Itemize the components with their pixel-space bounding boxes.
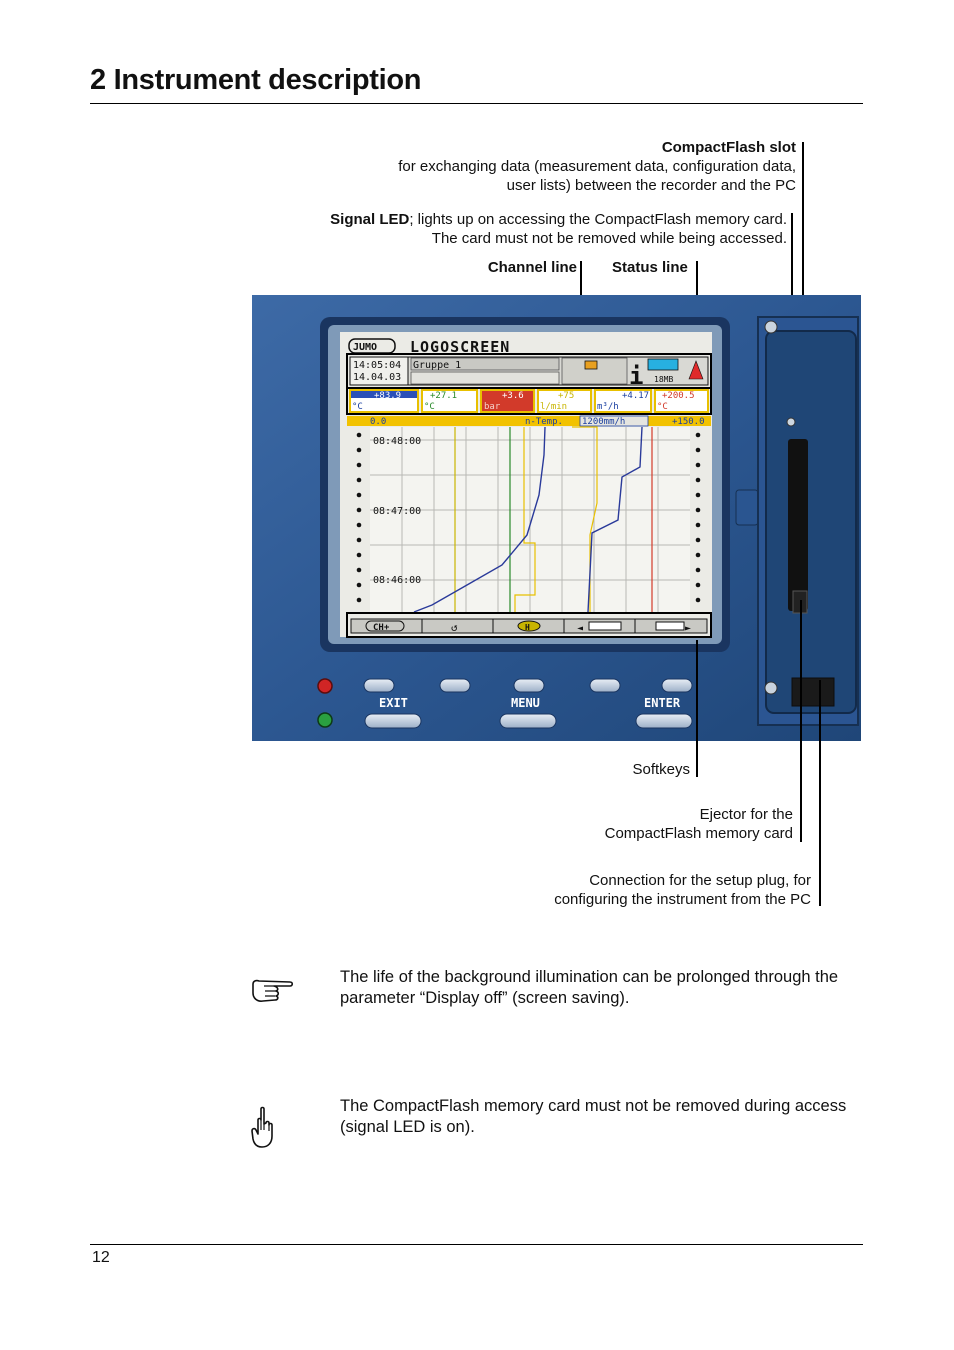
footer-rule: [90, 1244, 863, 1245]
status-group: Gruppe 1: [413, 360, 462, 371]
memory-gauge-icon: [648, 359, 678, 370]
softkey-ch-label: CH+: [373, 623, 390, 633]
scale-speed: 1200mm/h: [582, 417, 626, 427]
setup-plug-caption: [554, 871, 811, 909]
signal-led-caption: [330, 210, 787, 248]
setup-plug-socket: [792, 678, 834, 706]
signal-led-dot: [787, 418, 795, 426]
channel-2-value: +27.1: [430, 391, 458, 401]
cf-slot-text-1: for exchanging data (measurement data, configuration data,: [398, 158, 796, 175]
softkeys-leader: [696, 640, 698, 777]
setup-plug-leader: [819, 680, 821, 906]
ejector-text-2: CompactFlash memory card: [604, 825, 793, 842]
time-label-3: 08:46:00: [373, 575, 422, 586]
softkey-refresh-icon: ↺: [451, 621, 458, 634]
signal-led-text-1: ; lights up on accessing the CompactFlash memory card.: [409, 211, 787, 228]
heading-rule: [90, 103, 863, 104]
red-led: [318, 679, 332, 693]
channel-2-unit: °C: [424, 402, 435, 412]
channel-3-unit: bar: [484, 402, 501, 412]
ejector-caption: [605, 805, 793, 843]
model-text: LOGOSCREEN: [410, 338, 511, 356]
channel-6-unit: °C: [657, 402, 668, 412]
cf-slot-text-2: user lists) between the recorder and the PC: [506, 177, 796, 194]
note-cf-card-warning: The CompactFlash memory card must not be removed during access (signal LED is on).: [340, 1097, 847, 1136]
softkey-h-label: H: [525, 623, 530, 632]
time-label-1: 08:48:00: [373, 436, 422, 447]
scale-left: 0.0: [370, 417, 387, 427]
note-display-off: The life of the background illumination can be prolonged through the parameter “Display off” (screen saving).: [340, 968, 839, 1007]
pointing-hand-icon: [250, 978, 296, 1006]
brand-logo-text: JUMO: [353, 342, 378, 353]
channel-1-unit: °C: [352, 402, 363, 412]
softkey-left-icon: ◄: [577, 623, 584, 634]
cf-slot-caption: [398, 138, 796, 195]
softkey-right-icon: ►: [685, 623, 692, 634]
enter-key-label: ENTER: [644, 696, 681, 710]
cf-slot-title: CompactFlash slot: [661, 139, 796, 156]
ejector-leader: [800, 600, 802, 842]
channel-3-value: +3.6: [502, 391, 524, 401]
status-date: 14.04.03: [353, 372, 402, 383]
channel-5-value: +4.17: [622, 391, 650, 401]
green-led: [318, 713, 332, 727]
signal-led-text-2: The card must not be removed while being accessed.: [431, 230, 787, 247]
page-number: 12: [92, 1249, 110, 1266]
channel-4-unit: l/min: [540, 402, 568, 412]
setup-plug-text-1: Connection for the setup plug, for: [589, 872, 811, 889]
channel-line: [350, 390, 708, 412]
status-time: 14:05:04: [353, 360, 402, 371]
ejector-text-1: Ejector for the: [699, 806, 793, 823]
signal-led-title: Signal LED: [330, 211, 410, 228]
time-label-2: 08:47:00: [373, 506, 422, 517]
channel-6-value: +200.5: [662, 391, 695, 401]
scale-name: n-Temp.: [525, 417, 563, 427]
channel-line-caption: Channel line: [487, 259, 577, 276]
exit-key-label: EXIT: [379, 696, 408, 710]
cf-card-icon: [585, 361, 597, 369]
raised-hand-icon: [250, 1106, 276, 1150]
status-line-caption: Status line: [612, 259, 688, 276]
memory-text: 18MB: [654, 375, 674, 384]
softkeys-caption: Softkeys: [632, 761, 690, 778]
page-heading: 2 Instrument description: [90, 64, 422, 96]
info-icon: i: [629, 362, 644, 390]
device-illustration: [252, 295, 861, 741]
setup-plug-text-2: configuring the instrument from the PC: [554, 891, 811, 908]
menu-key-label: MENU: [511, 696, 540, 710]
channel-4-value: +75: [558, 391, 575, 401]
scale-right: +150.0: [672, 417, 705, 427]
cf-slot: [788, 439, 808, 611]
channel-5-unit: m³/h: [597, 402, 619, 412]
channel-1-value: +83.9: [374, 391, 402, 401]
